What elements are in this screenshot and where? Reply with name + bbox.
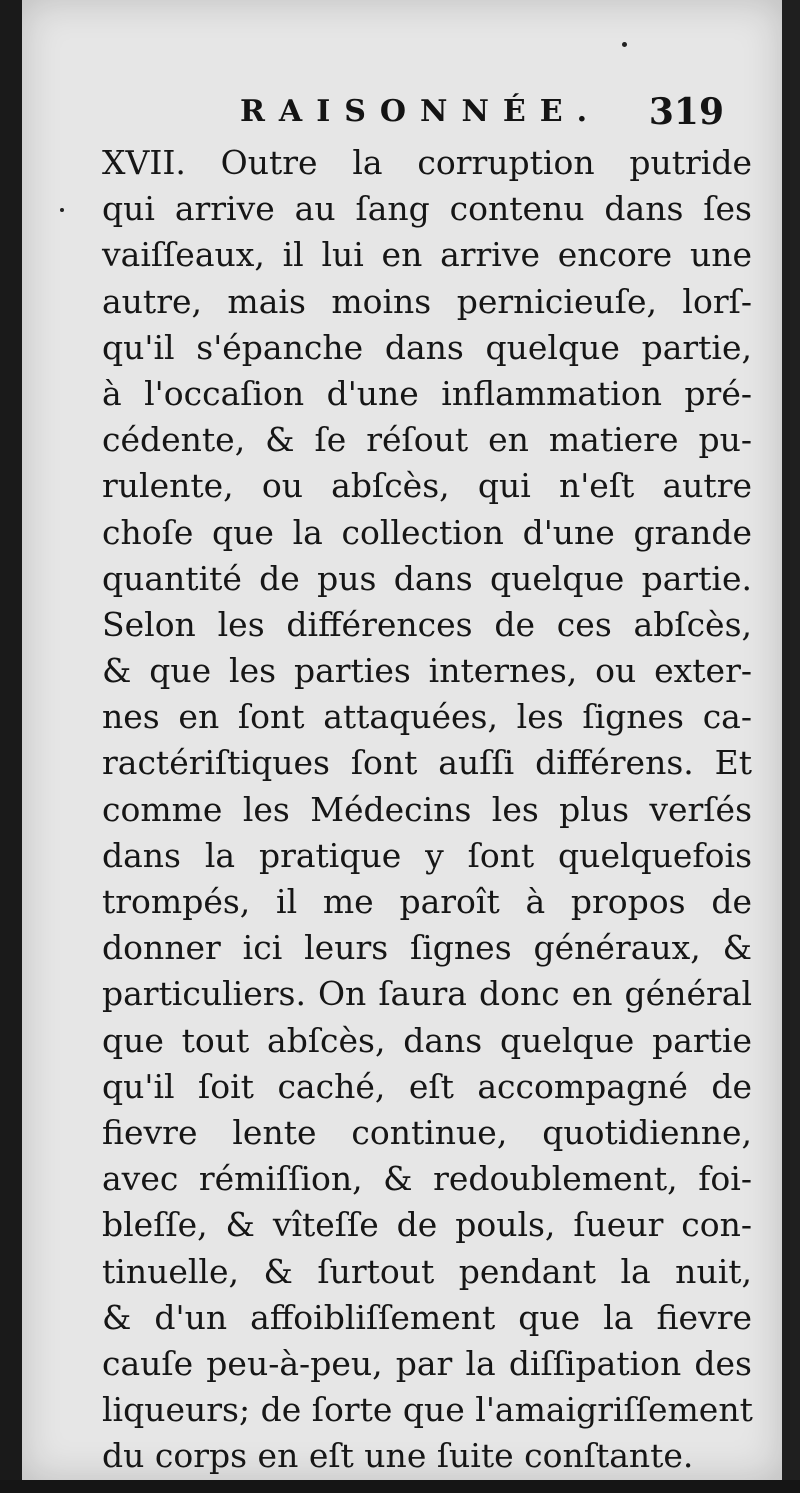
text-line: Selon les différences de ces abſcès, <box>102 604 752 644</box>
text-line: que tout abſcès, dans quelque partie <box>102 1020 752 1060</box>
text-line: particuliers. On ſaura donc en général <box>102 974 752 1014</box>
text-line: qu'il s'épanche dans quelque partie, <box>102 327 752 367</box>
body-text <box>102 140 752 1479</box>
page-edge-right <box>782 0 800 1493</box>
text-line: liqueurs; de ſorte que l'amaigriſſement <box>102 1390 753 1430</box>
text-line: & d'un affoibliſſement que la fievre <box>102 1297 752 1337</box>
ink-speck <box>622 42 627 47</box>
text-line: ractériſtiques ſont auſſi différens. Et <box>102 743 752 783</box>
ink-speck <box>60 208 64 212</box>
running-head: RAISONNÉE. <box>240 94 602 129</box>
text-line: bleſſe, & vîteſſe de pouls, ſueur con- <box>102 1205 752 1245</box>
text-line: tinuelle, & ſurtout pendant la nuit, <box>102 1251 752 1291</box>
text-line: choſe que la collection d'une grande <box>102 512 752 552</box>
text-line: à l'occaſion d'une inflammation pré- <box>102 373 752 413</box>
text-line: qu'il ſoit caché, eſt accompagné de <box>102 1066 752 1106</box>
book-page <box>22 0 782 1480</box>
page-header <box>22 92 782 132</box>
text-line: rulente, ou abſcès, qui n'eſt autre <box>102 466 752 506</box>
text-line: trompés, il me paroît à propos de <box>102 882 752 921</box>
text-line: cauſe peu-à-peu, par la diſſipation des <box>102 1343 752 1383</box>
text-line: nes en ſont attaquées, les ſignes ca- <box>102 697 752 737</box>
text-line: autre, mais moins pernicieuſe, lorſ- <box>102 281 752 321</box>
text-line: vaiſſeaux, il lui en arrive encore une <box>102 235 752 275</box>
text-line: comme les Médecins les plus verſés <box>102 789 752 829</box>
text-line: fievre lente continue, quotidienne, <box>102 1112 752 1152</box>
text-line: cédente, & ſe réſout en matiere pu- <box>102 420 752 460</box>
text-line: donner ici leurs ſignes généraux, & <box>102 928 752 968</box>
text-line: quantité de pus dans quelque partie. <box>102 558 752 598</box>
text-line: qui arrive au ſang contenu dans ſes <box>102 189 752 229</box>
page-edge-bottom <box>0 1480 800 1493</box>
text-line: du corps en eſt une ſuite conſtante. <box>102 1436 694 1476</box>
text-line: & que les parties internes, ou exter- <box>102 651 752 691</box>
text-line: XVII. Outre la corruption putride <box>102 143 752 182</box>
page-number: 319 <box>648 91 724 133</box>
text-line: avec rémiſſion, & redoublement, foi- <box>102 1159 752 1199</box>
text-line: dans la pratique y ſont quelquefois <box>102 835 752 875</box>
